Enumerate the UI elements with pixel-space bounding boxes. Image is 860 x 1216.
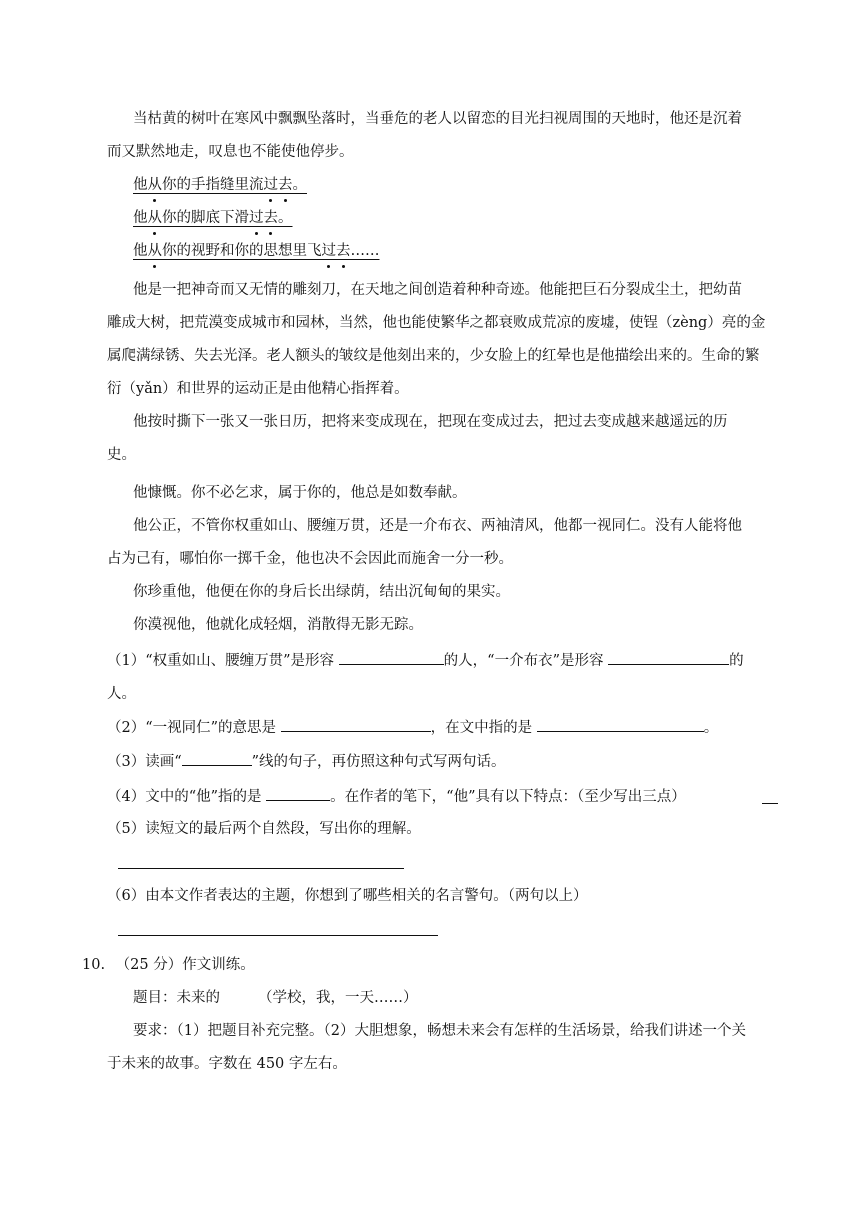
passage-p7: 你漠视他，他就化成轻烟，消散得无影无踪。	[133, 617, 423, 633]
s3-dotted-1: 从	[147, 243, 162, 259]
question-5: （5）读短文的最后两个自然段，写出你的理解。	[107, 821, 421, 837]
underlined-sentence-2	[133, 208, 293, 228]
s1-part-2: 你的手指缝里流	[162, 177, 264, 193]
essay-title-b: （学校，我，一天……）	[258, 990, 418, 1006]
essay-heading-text: （25 分）作文训练。	[115, 957, 255, 973]
passage-p5-line1: 他公正，不管你权重如山、腰缠万贯，还是一介布衣、两袖清风，他都一视同仁。没有人能将他	[133, 518, 742, 534]
s2-dotted-3: 去	[263, 210, 278, 226]
s1-part-1: 他	[133, 177, 148, 193]
s1-dotted-2: 过	[263, 177, 278, 193]
s2-part-2: 你的脚底下滑	[162, 210, 249, 226]
s1-dotted-1: 从	[147, 177, 162, 193]
essay-requirement-line2: 于未来的故事。字数在 450 字左右。	[107, 1056, 347, 1072]
q2-text-b: ，在文中指的是	[430, 720, 533, 736]
q3-line-sample	[182, 751, 252, 766]
passage-p2-line2: 雕成大树，把荒漠变成城市和园林，当然，他也能使繁华之都衰败成荒凉的废墟，使锃（zèng）亮的金	[107, 315, 766, 331]
s3-dotted-2: 过	[321, 243, 336, 259]
essay-title	[133, 988, 418, 1008]
q4-answer-blank-2[interactable]	[762, 803, 778, 804]
s2-part-3: 。	[278, 210, 293, 226]
essay-requirement-line1: 要求：（1）把题目补充完整。（2）大胆想象，畅想未来会有怎样的生活场景，给我们讲述一个关	[133, 1023, 746, 1039]
question-2	[107, 717, 718, 738]
q1-text-c: 的	[729, 653, 744, 669]
q1-answer-blank-2[interactable]	[608, 650, 729, 665]
s3-part-2: 你的视野和你的思想里飞	[162, 243, 322, 259]
q3-text-b: ”线的句子，再仿照这种句式写两句话。	[251, 754, 506, 770]
s2-dotted-2: 过	[249, 210, 264, 226]
passage-p2-line4: 衍（yǎn）和世界的运动正是由他精心指挥着。	[107, 381, 409, 397]
q1-text-b: 的人，“一介布衣”是形容	[443, 653, 604, 669]
s2-part-1: 他	[133, 210, 148, 226]
question-4	[107, 786, 686, 807]
s1-part-3: 。	[292, 177, 307, 193]
question-1-cont: 人。	[107, 686, 136, 702]
passage-p3-line1: 他按时撕下一张又一张日历，把将来变成现在，把现在变成过去，把过去变成越来越遥远的历	[133, 414, 728, 430]
underlined-sentence-1	[133, 175, 307, 195]
essay-heading	[82, 955, 255, 975]
s3-part-3: ……	[350, 243, 380, 259]
passage-p1-line1: 当枯黄的树叶在寒风中飘飘坠落时，当垂危的老人以留恋的目光扫视周围的天地时，他还是沉着	[133, 111, 742, 127]
underlined-sentence-3	[133, 241, 380, 261]
passage-p5-line2: 占为己有，哪怕你一掷千金，他也决不会因此而施舍一分一秒。	[107, 551, 513, 567]
essay-number: 10.	[82, 957, 106, 973]
q2-answer-blank-1[interactable]	[281, 717, 431, 732]
q4-text-a: （4）文中的“他”指的是	[107, 789, 262, 805]
q2-answer-blank-2[interactable]	[537, 717, 704, 732]
q2-text-c: 。	[703, 720, 719, 736]
s2-dotted-1: 从	[147, 210, 162, 226]
s3-part-1: 他	[133, 243, 148, 259]
q3-text-a: （3）读画“	[107, 754, 182, 770]
q6-answer-line[interactable]	[118, 935, 438, 936]
question-1	[107, 650, 744, 671]
q5-answer-line[interactable]	[118, 868, 404, 869]
q1-text-a: （1）“权重如山、腰缠万贯”是形容	[107, 653, 335, 669]
passage-p4: 他慷慨。你不必乞求，属于你的，他总是如数奉献。	[133, 485, 467, 501]
essay-title-a: 题目：未来的	[133, 990, 220, 1006]
q4-answer-blank-1[interactable]	[266, 786, 330, 801]
question-3	[107, 751, 506, 772]
passage-p6: 你珍重他，他便在你的身后长出绿荫，结出沉甸甸的果实。	[133, 584, 510, 600]
passage-p3-line2: 史。	[107, 447, 136, 463]
passage-p1-line2: 而又默然地走，叹息也不能使他停步。	[107, 144, 354, 160]
passage-p2-line3: 属爬满绿锈、失去光泽。老人额头的皱纹是他刻出来的，少女脸上的红晕也是他描绘出来的。生命的繁	[107, 348, 760, 364]
q4-text-b: 。在作者的笔下，“他”具有以下特点：（至少写出三点）	[330, 789, 686, 805]
s3-dotted-3: 去	[336, 243, 351, 259]
q2-text-a: （2）“一视同仁”的意思是	[107, 720, 277, 736]
q1-answer-blank-1[interactable]	[339, 650, 444, 665]
s1-dotted-3: 去	[278, 177, 293, 193]
question-6: （6）由本文作者表达的主题，你想到了哪些相关的名言警句。（两句以上）	[107, 888, 588, 904]
passage-p2-line1: 他是一把神奇而又无情的雕刻刀，在天地之间创造着种种奇迹。他能把巨石分裂成尘土，把幼苗	[133, 282, 742, 298]
